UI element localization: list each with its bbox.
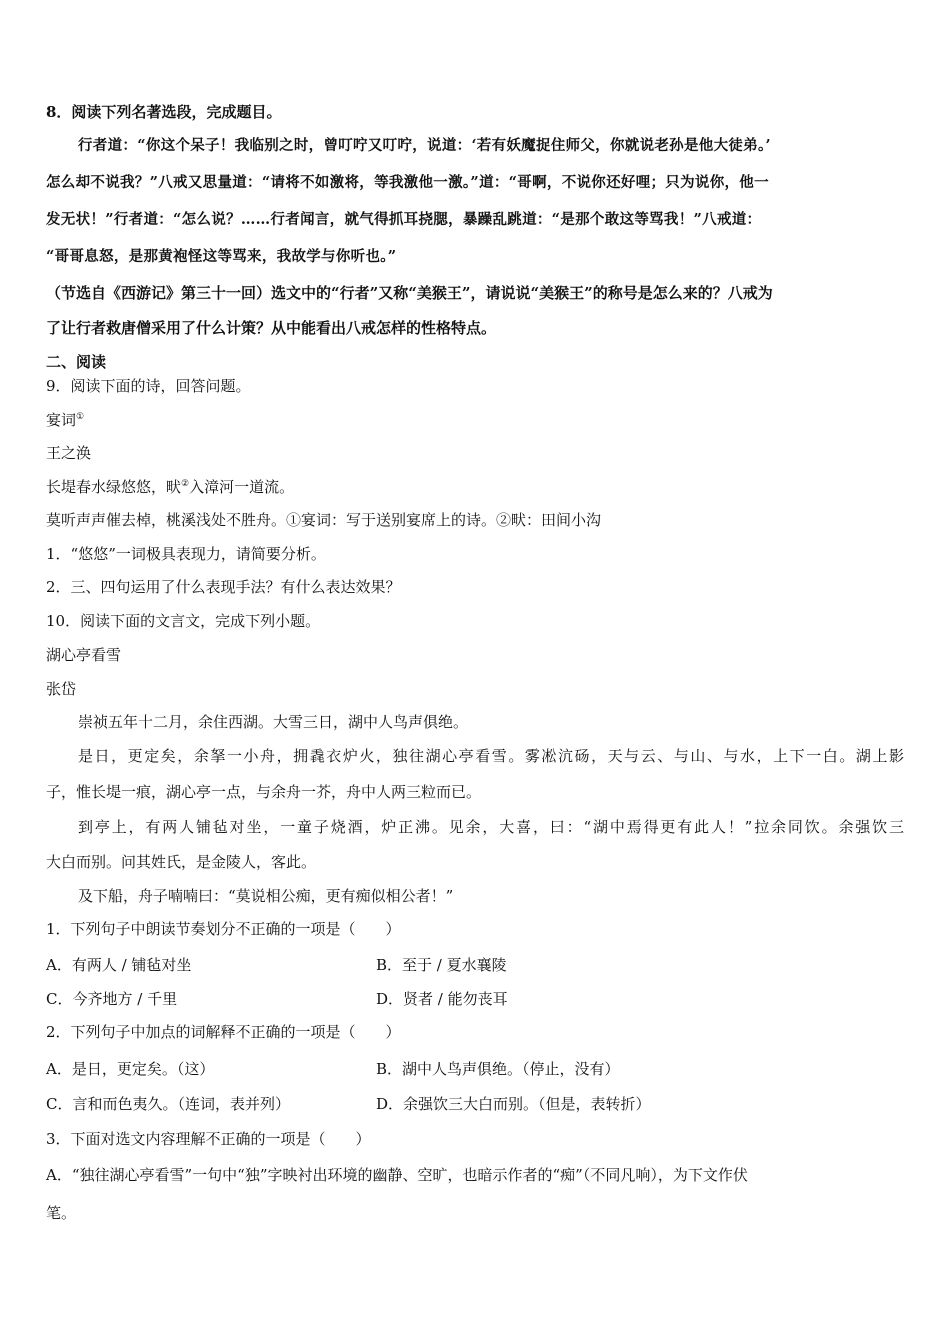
q9-poem-line-2: 莫听声声催去棹，桃溪浅处不胜舟。①宴词：写于送别宴席上的诗。②畎：田间小沟: [46, 511, 602, 529]
q9-poem-line-1-footnote: ②: [181, 479, 190, 489]
q10-sub1-option-c: C．今齐地方 / 千里: [46, 990, 178, 1008]
q9-heading: 9．阅读下面的诗，回答问题。: [46, 377, 251, 395]
q10-para-2-line-2: 子，惟长堤一痕，湖心亭一点，与余舟一芥，舟中人两三粒而已。: [46, 783, 482, 801]
q8-question-line-2: 了让行者救唐僧采用了什么计策？从中能看出八戒怎样的性格特点。: [46, 319, 497, 337]
q8-passage-line-3: 发无状！”行者道：“怎么说？……行者闻言，就气得抓耳挠腮，暴躁乱跳道：“是那个敢这等骂我！”八戒道：: [46, 211, 762, 228]
q10-para-3-line-1: 到亭上，有两人铺毡对坐，一童子烧酒，炉正沸。见余，大喜，曰：“湖中焉得更有此人！”拉余同饮。余强饮三: [78, 818, 904, 836]
q10-sub3-option-a-line-2: 笔。: [46, 1204, 77, 1222]
q10-sub3-stem: 3．下面对选文内容理解不正确的一项是（ ）: [46, 1130, 371, 1148]
q8-passage-line-4: “哥哥息怒，是那黄袍怪这等骂来，我故学与你听也。”: [46, 248, 397, 265]
q10-sub1-option-a: A．有两人 / 铺毡对坐: [46, 956, 192, 974]
q10-sub2-option-c: C．言和而色夷久。（连词，表并列）: [46, 1095, 290, 1113]
q9-poem-line-1: [46, 477, 906, 497]
q10-text-title: 湖心亭看雪: [46, 646, 122, 664]
q9-poem-title: [46, 410, 906, 430]
section-heading: 二、阅读: [46, 353, 107, 371]
q8-heading: 8．阅读下列名著选段，完成题目。: [46, 103, 282, 121]
q8-passage-line-2: 怎么却不说我？”八戒又思量道：“请将不如激将，等我激他一激。”道：“哥啊，不说你还好哩；只为说你，他一: [46, 174, 769, 191]
q10-sub1-stem: 1．下列句子中朗读节奏划分不正确的一项是（ ）: [46, 920, 401, 938]
q9-poem-title-text: 宴词: [46, 411, 77, 429]
q10-para-2-line-1: 是日，更定矣，余拏一小舟，拥毳衣炉火，独往湖心亭看雪。雾凇沆砀，天与云、与山、与水，上下一白。湖上影: [78, 747, 904, 765]
q9-poem-line-1a: 长堤春水绿悠悠，畎: [46, 478, 182, 496]
q9-subquestion-1: 1．“悠悠”一词极具表现力，请简要分析。: [46, 545, 326, 563]
q10-sub3-option-a-line-1: A．“独往湖心亭看雪”一句中“独”字映衬出环境的幽静、空旷，也暗示作者的“痴”（不同凡响），为下文作伏: [46, 1166, 748, 1184]
q10-heading: 10．阅读下面的文言文，完成下列小题。: [46, 612, 321, 630]
q10-sub2-option-d: D．余强饮三大白而别。（但是，表转折）: [376, 1095, 651, 1113]
q10-para-4: 及下船，舟子喃喃曰：“莫说相公痴，更有痴似相公者！”: [78, 887, 454, 905]
q10-sub2-option-b: B．湖中人鸟声俱绝。（停止，没有）: [376, 1060, 620, 1078]
q10-sub2-option-a: A．是日，更定矣。（这）: [46, 1060, 215, 1078]
q9-poem-title-footnote: ①: [76, 412, 85, 422]
q10-sub1-option-d: D．贤者 / 能勿丧耳: [376, 990, 508, 1008]
q10-para-3-line-2: 大白而别。问其姓氏，是金陵人，客此。: [46, 853, 317, 871]
q8-passage-line-1: 行者道：“你这个呆子！我临别之时，曾叮咛又叮咛，说道：‘若有妖魔捉住师父，你就说老孙是他大徒弟。’: [78, 137, 771, 154]
q9-subquestion-2: 2．三、四句运用了什么表现手法？有什么表达效果？: [46, 578, 401, 596]
q10-sub2-stem: 2．下列句子中加点的词解释不正确的一项是（ ）: [46, 1023, 401, 1041]
q10-para-1: 崇祯五年十二月，余住西湖。大雪三日，湖中人鸟声俱绝。: [78, 713, 469, 731]
q10-sub1-option-b: B．至于 / 夏水襄陵: [376, 956, 507, 974]
q8-question-line-1: （节选自《西游记》第三十一回）选文中的“行者”又称“美猴王”，请说说“美猴王”的称号是怎么来的？八戒为: [46, 284, 773, 302]
q9-poem-line-1b: 入漳河一道流。: [189, 478, 295, 496]
q10-text-author: 张岱: [46, 680, 77, 698]
q9-author: 王之涣: [46, 444, 92, 462]
